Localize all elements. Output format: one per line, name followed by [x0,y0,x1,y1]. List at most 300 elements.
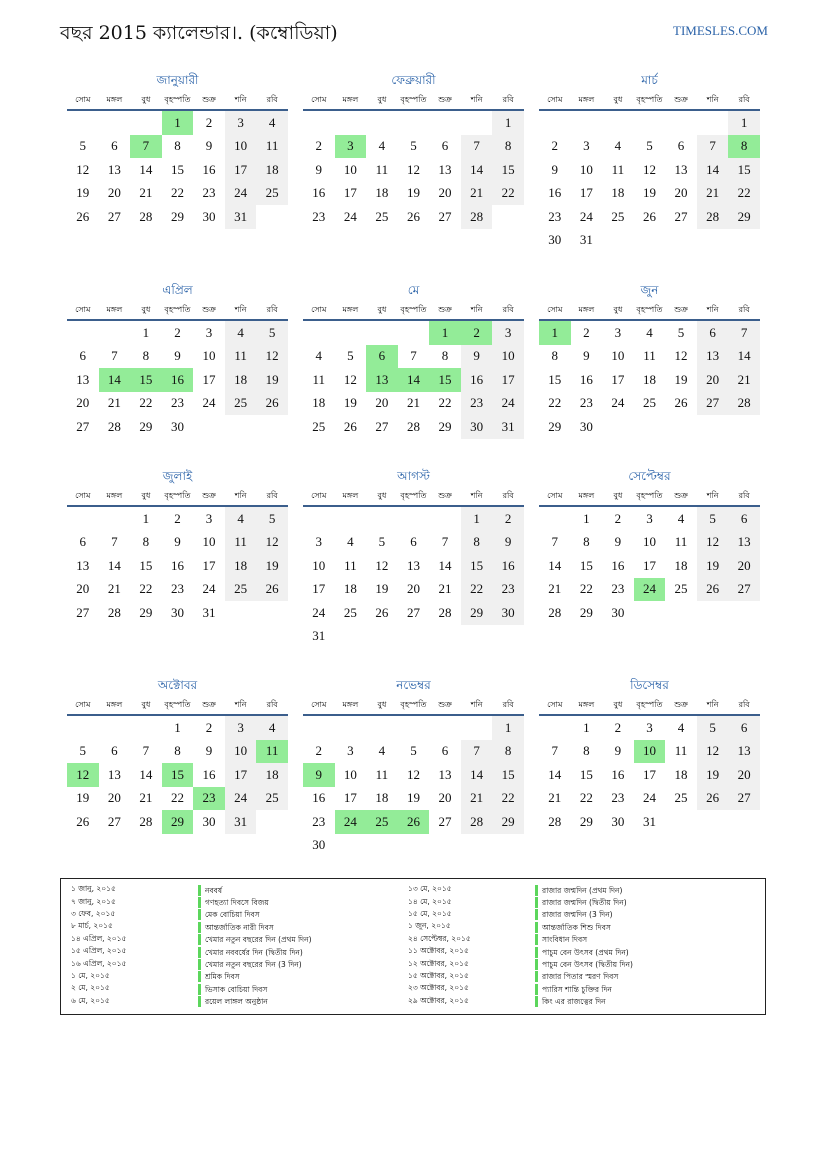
day-cell: 31 [492,415,524,439]
day-cell: 22 [139,395,153,411]
month-calendar [539,675,760,834]
day-cell: 29 [461,601,493,625]
day-cell: 29 [579,604,593,620]
day-cell: 8 [583,534,590,550]
weekday-label: শনি [706,700,719,709]
day-cell: 18 [375,790,389,806]
day-cell: 29 [579,813,593,829]
day-cell: 27 [674,208,688,224]
empty-day-cell [130,716,162,740]
day-cell: 4 [677,510,685,526]
day-cell: 6 [697,321,729,345]
weekday-label: শুক্র [438,700,452,709]
day-cell: 23 [312,813,326,829]
holiday-day-cell: 10 [634,740,666,764]
day-cell: 13 [406,557,420,573]
day-cell: 1 [492,716,524,740]
day-cell: 4 [256,716,288,740]
weekday-label: বৃহস্পতি [164,305,191,314]
day-cell: 27 [76,418,90,434]
day-cell: 12 [343,371,357,387]
weekday-label: মঙ্গল [342,491,359,500]
holiday-date: ৬ মে, ২০১৫ [71,995,110,1005]
empty-day-cell [335,716,367,740]
day-cell: 24 [343,208,357,224]
weekday-label: বুধ [377,491,387,500]
month-name: ফেব্রুয়ারী [391,73,436,87]
empty-day-cell [303,111,335,135]
day-cell: 2 [315,743,323,759]
day-cell: 26 [406,208,420,224]
day-cell: 6 [677,138,685,154]
day-cell: 28 [697,205,729,229]
month-name: মার্চ [641,73,658,87]
day-cell: 19 [343,395,357,411]
empty-day-cell [303,321,335,345]
day-cell: 20 [76,395,90,411]
holiday-day-cell: 6 [366,345,398,369]
day-cell: 10 [642,534,656,550]
month-calendar [303,466,524,648]
month-name: জুন [640,283,659,297]
day-cell: 6 [111,138,118,154]
weekday-label: মঙ্গল [106,305,123,314]
weekday-label: বৃহস্পতি [164,95,191,104]
day-cell: 3 [205,324,213,340]
day-cell: 27 [438,813,452,829]
weekday-label: বুধ [613,700,623,709]
day-cell: 7 [461,740,493,764]
holiday-name: আন্তর্জাতিক নারী দিবস [198,922,274,933]
day-cell: 22 [438,395,452,411]
day-cell: 7 [728,321,760,345]
day-cell: 25 [375,208,389,224]
day-cell: 30 [611,604,625,620]
day-cell: 16 [312,185,326,201]
day-cell: 30 [611,813,625,829]
day-cell: 26 [375,604,389,620]
day-cell: 17 [611,371,625,387]
day-cell: 19 [642,185,656,201]
day-cell: 7 [551,534,559,550]
day-cell: 20 [697,368,729,392]
holiday-name: মেক বোচিয়া দিবস [198,909,260,920]
day-cell: 18 [225,368,257,392]
day-cell: 1 [583,719,590,735]
weekday-header [303,698,524,716]
holiday-name: পাচুম বেন উৎসব (দ্বিতীয় দিন) [535,959,633,970]
holiday-day-cell: 29 [162,810,194,834]
day-cell: 16 [461,368,493,392]
holiday-date: ২৩ অক্টোবর, ২০১৫ [408,983,469,993]
day-cell: 22 [548,395,562,411]
site-link[interactable]: TIMESLES.COM [673,23,768,38]
day-cell: 17 [225,763,257,787]
day-cell: 25 [312,418,326,434]
day-cell: 15 [170,161,184,177]
day-cell: 17 [579,185,593,201]
weekday-header [67,698,288,716]
day-cell: 29 [438,418,452,434]
holiday-day-cell: 3 [335,135,367,159]
day-cell: 29 [139,604,153,620]
day-cell: 6 [79,348,87,364]
weekday-label: শনি [234,491,247,500]
day-cell: 24 [492,392,524,416]
holiday-name: কিং এর রাজত্বের দিন [535,996,606,1007]
day-cell: 9 [205,138,213,154]
day-cell: 18 [256,158,288,182]
day-cell: 10 [343,766,357,782]
day-cell: 7 [551,743,559,759]
day-cell: 22 [461,578,493,602]
day-cell: 7 [142,743,150,759]
day-cell: 13 [76,371,90,387]
day-cell: 5 [697,716,729,740]
day-cell: 7 [461,135,493,159]
empty-day-cell [429,111,461,135]
day-cell: 17 [202,371,216,387]
weekday-label: বুধ [141,95,151,104]
day-cell: 15 [139,557,153,573]
day-cell: 27 [697,392,729,416]
day-cell: 14 [438,557,452,573]
day-cell: 22 [139,581,153,597]
weekday-label: বৃহস্পতি [400,700,427,709]
day-cell: 5 [79,743,87,759]
holiday-day-cell: 1 [162,111,194,135]
month-name: জানুয়ারী [156,73,199,87]
holiday-day-cell: 24 [634,578,666,602]
day-cell: 5 [256,321,288,345]
day-cell: 17 [642,766,656,782]
day-cell: 19 [406,185,420,201]
empty-day-cell [335,507,367,531]
weekday-label: শনি [470,305,483,314]
day-cell: 16 [202,766,216,782]
month-calendar [539,466,760,625]
day-cell: 13 [728,531,760,555]
day-cell: 3 [646,510,653,526]
day-cell: 11 [643,348,656,364]
day-cell: 9 [315,161,323,177]
weekday-label: শুক্র [674,491,688,500]
day-cell: 24 [225,182,257,206]
day-cell: 3 [583,138,590,154]
day-cell: 9 [461,345,493,369]
day-cell: 23 [170,395,184,411]
day-cell: 18 [343,581,357,597]
month-calendar [303,70,524,229]
day-cell: 3 [614,324,622,340]
holiday-day-cell: 11 [256,740,288,764]
day-cell: 1 [492,111,524,135]
holiday-list-right [398,884,633,1008]
month-name: ডিসেম্বর [630,678,669,692]
weekday-label: রবি [266,305,278,314]
weekday-label: মঙ্গল [578,95,595,104]
weekday-label: মঙ্গল [106,95,123,104]
weekday-label: বুধ [141,491,151,500]
day-cell: 4 [225,321,257,345]
day-cell: 7 [697,135,729,159]
holiday-row [61,946,312,958]
weekday-label: বৃহস্পতি [636,700,663,709]
day-cell: 11 [256,135,288,159]
day-cell: 25 [225,392,257,416]
weekday-label: সোম [75,305,91,314]
day-cell: 18 [642,371,656,387]
day-cell: 21 [139,790,153,806]
day-cell: 11 [344,557,357,573]
weekday-label: শুক্র [202,491,216,500]
day-cell: 20 [375,395,389,411]
weekday-label: শুক্র [438,95,452,104]
holiday-date: ১৫ এপ্রিল, ২০১৫ [71,946,127,956]
day-cell: 17 [225,158,257,182]
day-cell: 3 [205,510,213,526]
day-grid [67,507,288,625]
day-cell: 30 [312,837,326,853]
holiday-row [398,934,633,946]
day-cell: 21 [697,182,729,206]
day-cell: 2 [492,507,524,531]
holiday-day-cell: 13 [366,368,398,392]
weekday-label: রবি [502,700,514,709]
day-cell: 10 [225,740,257,764]
day-cell: 30 [202,813,216,829]
day-cell: 22 [579,581,593,597]
day-cell: 1 [142,324,150,340]
day-cell: 19 [697,763,729,787]
holiday-name: রয়েল লাঙ্গল অনুষ্ঠান [198,996,268,1007]
day-cell: 2 [315,138,323,154]
day-cell: 10 [202,348,216,364]
month-name: সেপ্টেম্বর [628,469,671,483]
day-cell: 18 [256,763,288,787]
day-cell: 5 [677,324,685,340]
day-cell: 9 [174,534,181,550]
empty-day-cell [303,507,335,531]
day-cell: 24 [579,208,593,224]
day-grid [539,321,760,439]
day-cell: 26 [697,578,729,602]
day-cell: 21 [438,581,452,597]
day-cell: 26 [697,787,729,811]
holiday-list-left [61,884,312,1008]
weekday-label: বৃহস্পতি [164,491,191,500]
weekday-label: শুক্র [438,305,452,314]
day-cell: 10 [579,161,593,177]
day-cell: 21 [728,368,760,392]
day-cell: 6 [441,743,449,759]
day-cell: 30 [202,208,216,224]
day-cell: 18 [225,554,257,578]
day-cell: 20 [76,581,90,597]
holiday-day-cell: 15 [162,763,194,787]
day-cell: 3 [225,716,257,740]
day-cell: 12 [674,348,688,364]
day-cell: 18 [312,395,326,411]
day-cell: 25 [256,787,288,811]
day-cell: 17 [343,185,357,201]
day-cell: 25 [225,578,257,602]
day-cell: 18 [375,185,389,201]
day-cell: 11 [674,743,688,759]
weekday-label: মঙ্গল [342,305,359,314]
weekday-label: শুক্র [674,700,688,709]
day-cell: 4 [614,138,622,154]
day-cell: 1 [142,510,150,526]
day-cell: 8 [142,534,150,550]
empty-day-cell [67,111,99,135]
weekday-label: শুক্র [202,305,216,314]
day-cell: 28 [548,813,562,829]
day-grid [303,111,524,229]
day-cell: 8 [583,743,590,759]
day-cell: 27 [728,578,760,602]
day-cell: 16 [611,766,625,782]
day-cell: 9 [551,161,559,177]
day-cell: 12 [256,531,288,555]
holiday-row [398,946,633,958]
day-cell: 31 [579,232,593,248]
holiday-name: শ্রমিক দিবস [198,971,240,982]
holiday-day-cell: 8 [728,135,760,159]
day-cell: 12 [406,161,420,177]
day-cell: 18 [674,766,688,782]
day-cell: 4 [256,111,288,135]
holiday-name: নববর্ষ [198,885,222,896]
holiday-date: ১৬ এপ্রিল, ২০১৫ [71,958,127,968]
weekday-label: রবি [502,95,514,104]
day-cell: 14 [548,766,562,782]
holiday-date: ২৯ অক্টোবর, ২০১৫ [408,995,469,1005]
holiday-date: ৩ ফেব, ২০১৫ [71,908,116,918]
holiday-date: ৮ মার্চ, ২০১৫ [71,921,113,931]
day-cell: 21 [548,581,562,597]
day-cell: 24 [611,395,625,411]
day-cell: 20 [107,790,121,806]
empty-day-cell [697,111,729,135]
day-cell: 20 [438,790,452,806]
empty-day-cell [99,716,131,740]
day-cell: 26 [76,813,90,829]
empty-day-cell [461,111,493,135]
holiday-date: ১৫ অক্টোবর, ২০১৫ [408,970,469,980]
day-cell: 26 [674,395,688,411]
day-grid [67,716,288,834]
weekday-header [303,303,524,321]
weekday-header [303,93,524,111]
empty-day-cell [539,507,571,531]
day-cell: 21 [406,395,420,411]
holiday-date: ১ জুন, ২০১৫ [408,921,451,931]
weekday-label: সোম [547,95,563,104]
day-cell: 1 [728,111,760,135]
day-cell: 11 [225,345,257,369]
empty-day-cell [67,507,99,531]
day-cell: 8 [551,348,559,364]
weekday-label: শুক্র [674,305,688,314]
day-cell: 25 [343,604,357,620]
holiday-row [398,921,633,933]
holiday-row [61,958,312,970]
day-cell: 21 [107,395,121,411]
day-cell: 14 [139,766,153,782]
day-cell: 31 [642,813,656,829]
weekday-label: শনি [706,491,719,500]
day-grid [67,321,288,439]
empty-day-cell [99,321,131,345]
day-cell: 31 [225,810,257,834]
day-cell: 16 [579,371,593,387]
day-cell: 29 [139,418,153,434]
day-cell: 25 [256,182,288,206]
weekday-label: বৃহস্পতি [636,95,663,104]
day-cell: 28 [548,604,562,620]
day-cell: 29 [548,418,562,434]
weekday-label: বুধ [141,700,151,709]
day-grid [539,507,760,625]
day-cell: 13 [76,557,90,573]
empty-day-cell [366,321,398,345]
day-cell: 16 [548,185,562,201]
day-cell: 24 [202,581,216,597]
weekday-header [303,489,524,507]
empty-day-cell [539,716,571,740]
weekday-label: বৃহস্পতি [636,491,663,500]
holiday-name: রাজার পিতার স্মরণ দিবস [535,971,618,982]
day-cell: 31 [312,628,326,644]
day-cell: 29 [170,208,184,224]
holiday-row [398,884,633,896]
holiday-name: প্যারিস শান্তি চুক্তির দিন [535,984,612,995]
day-cell: 6 [728,716,760,740]
day-cell: 28 [438,604,452,620]
empty-day-cell [398,321,430,345]
day-cell: 28 [728,392,760,416]
weekday-label: শুক্র [202,95,216,104]
day-cell: 4 [378,138,386,154]
day-cell: 3 [315,534,323,550]
holiday-day-cell: 25 [366,810,398,834]
day-cell: 28 [107,418,121,434]
day-cell: 8 [142,348,150,364]
day-cell: 14 [107,557,121,573]
month-name: আগস্ট [397,469,430,483]
holiday-day-cell: 23 [193,787,225,811]
day-cell: 23 [461,392,493,416]
day-cell: 14 [728,345,760,369]
day-cell: 5 [646,138,653,154]
month-calendar [67,466,288,625]
day-cell: 16 [312,790,326,806]
holiday-day-cell: 15 [429,368,461,392]
day-cell: 5 [697,507,729,531]
day-cell: 20 [438,185,452,201]
day-cell: 16 [492,554,524,578]
weekday-label: রবি [738,700,750,709]
day-cell: 27 [107,208,121,224]
empty-day-cell [67,321,99,345]
day-cell: 5 [79,138,87,154]
day-cell: 19 [406,790,420,806]
day-cell: 6 [728,507,760,531]
holiday-list [60,878,766,1015]
empty-day-cell [366,716,398,740]
day-cell: 9 [492,531,524,555]
